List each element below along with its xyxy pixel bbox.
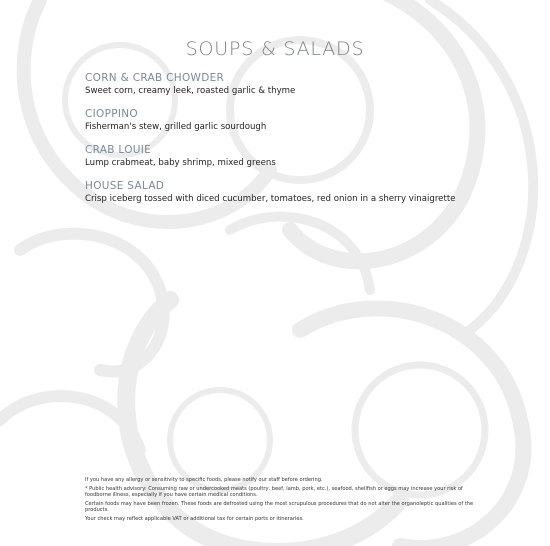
footer-notes [85,477,485,524]
menu-item [85,72,515,97]
section-title: SOUPS & SALADS [185,38,365,60]
menu-item-name: CRAB LOUIE [85,144,152,156]
frozen-foods-note: Certain foods may have been frozen. These foods are defrosted using the most scrupulous procedures that do not alter the organoleptic qualities of the products. [85,500,474,513]
menu-item [85,144,515,169]
menu-item-description: Lump crabmeat, baby shrimp, mixed greens [85,158,276,168]
menu-item [85,108,515,133]
menu-items [85,72,515,216]
menu-item-description: Crisp iceberg tossed with diced cucumber, tomatoes, red onion in a sherry vinaigrette [85,194,456,204]
menu-item-name: CIOPPINO [85,108,138,120]
menu-item-description: Sweet corn, creamy leek, roasted garlic & thyme [85,86,296,96]
menu-item-name: HOUSE SALAD [85,180,165,192]
menu-item [85,180,515,205]
menu-item-description: Fisherman's stew, grilled garlic sourdough [85,122,267,132]
allergy-note: If you have any allergy or sensitivity to specific foods, please notify our staff before ordering. [85,477,323,483]
menu-item-name: CORN & CRAB CHOWDER [85,72,225,84]
health-advisory-note: * Public health advisory: Consuming raw or undercooked meats (poultry, beef, lamb, pork, etc.), seafood, shellfish or eggs may increase your risk of foodborne illness, especially if you have certain medical conditions. [85,485,463,498]
tax-note: Your check may reflect applicable VAT or additional tax for certain ports or itineraries. [85,515,304,522]
